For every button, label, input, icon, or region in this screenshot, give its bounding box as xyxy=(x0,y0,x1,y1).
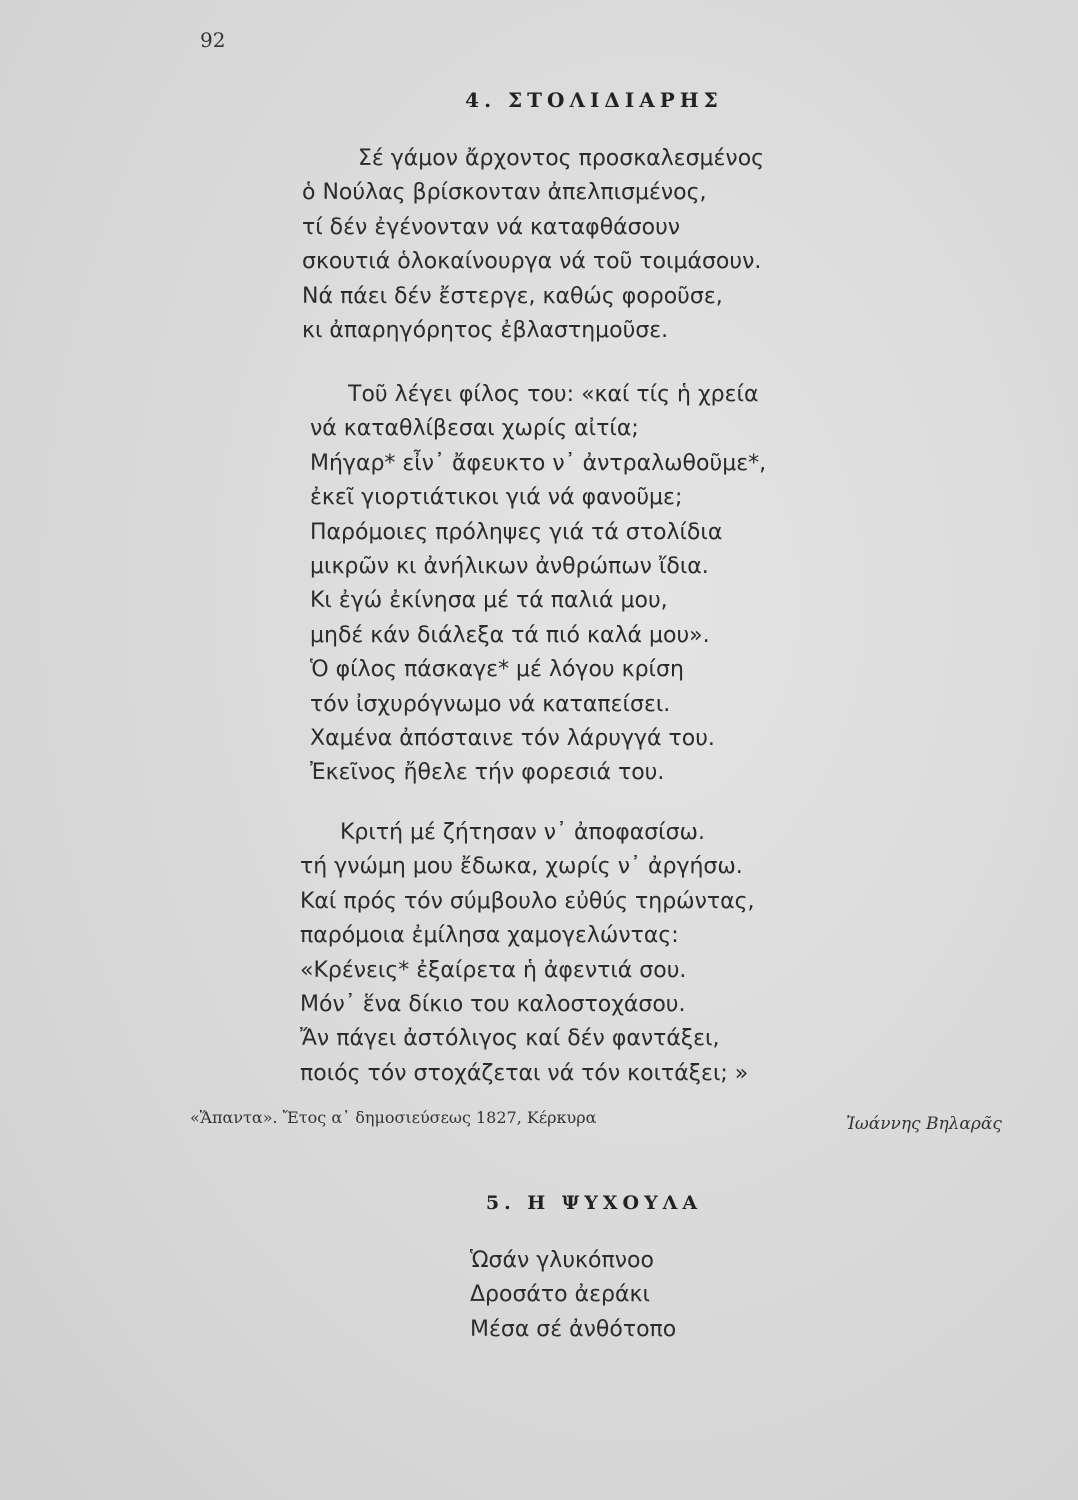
verse-line: Χαμένα ἀπόσταινε τόν λάρυγγά του. xyxy=(310,725,715,751)
verse-line: Τοῦ λέγει φίλος του: «καί τίς ἡ χρεία xyxy=(348,382,759,407)
verse-line: τή γνώμη μου ἔδωκα, χωρίς ν᾽ ἀργήσω. xyxy=(300,854,743,880)
stanza xyxy=(300,816,755,1091)
verse-line: παρόμοια ἐμίλησα χαμογελώντας: xyxy=(300,923,679,949)
verse-line: Δροσάτο ἀεράκι xyxy=(470,1282,650,1308)
poem-title: 5. Η ΨΥΧΟΥΛΑ xyxy=(485,1192,703,1214)
verse-line: τόν ἰσχυρόγνωμο νά καταπείσει. xyxy=(310,691,671,717)
verse-line: Μέσα σέ ἀνθότοπο xyxy=(470,1316,677,1342)
verse-line: Κι ἐγώ ἐκίνησα μέ τά παλιά μου, xyxy=(310,588,668,614)
verse-line: κι ἀπαρηγόρητος ἐβλαστημοῦσε. xyxy=(302,317,669,343)
verse-line: Παρόμοιες πρόληψες γιά τά στολίδια xyxy=(310,519,723,545)
verse-line: Ἄν πάγει ἀστόλιγος καί δέν φαντάξει, xyxy=(300,1026,720,1052)
author-name: Ἰωάννης Βηλαρᾶς xyxy=(846,1114,1002,1134)
verse-line: «Κρένεις* ἐξαίρετα ἡ ἀφεντιά σου. xyxy=(300,957,687,983)
verse-line: ποιός τόν στοχάζεται νά τόν κοιτάξει; » xyxy=(300,1060,749,1086)
stanza xyxy=(310,378,766,791)
verse-line: μηδέ κάν διάλεξα τά πιό καλά μου». xyxy=(310,622,710,648)
verse-line: μικρῶν κι ἀνήλικων ἀνθρώπων ἴδια. xyxy=(310,553,709,579)
verse-line: Καί πρός τόν σύμβουλο εὐθύς τηρώντας, xyxy=(300,888,755,914)
verse-line: ὁ Νούλας βρίσκονταν ἀπελπισμένος, xyxy=(302,180,707,206)
verse-line: Κριτή μέ ζήτησαν ν᾽ ἀποφασίσω. xyxy=(340,820,705,845)
verse-line: Μήγαρ* εἶν᾽ ἄφευκτο ν᾽ ἀντραλωθοῦμε*, xyxy=(310,450,767,476)
verse-line: νά καταθλίβεσαι χωρίς αἰτία; xyxy=(310,416,639,442)
stanza xyxy=(302,142,764,348)
verse-line: τί δέν ἐγένονταν νά καταφθάσουν xyxy=(302,214,681,240)
page-number: 92 xyxy=(200,28,226,52)
verse-line: Νά πάει δέν ἔστεργε, καθώς φοροῦσε, xyxy=(302,283,723,309)
source-citation: «Ἅπαντα». Ἔτος α᾽ δημοσιεύσεως 1827, Κέρκυρα xyxy=(190,1108,597,1127)
verse-line: Σέ γάμον ἄρχοντος προσκαλεσμένος xyxy=(358,146,765,171)
stanza xyxy=(470,1244,676,1347)
verse-line: ἐκεῖ γιορτιάτικοι γιά νά φανοῦμε; xyxy=(310,485,683,511)
verse-line: Ὡσάν γλυκόπνοο xyxy=(470,1248,654,1273)
poem-title: 4. ΣΤΟΛΙΔΙΑΡΗΣ xyxy=(465,88,723,112)
verse-line: σκουτιά ὁλοκαίνουργα νά τοῦ τοιμάσουν. xyxy=(302,249,762,275)
verse-line: Μόν᾽ ἕνα δίκιο του καλοστοχάσου. xyxy=(300,991,686,1017)
verse-line: Ὁ φίλος πάσκαγε* μέ λόγου κρίση xyxy=(310,657,684,683)
verse-line: Ἐκεῖνος ἤθελε τήν φορεσιά του. xyxy=(310,760,665,786)
